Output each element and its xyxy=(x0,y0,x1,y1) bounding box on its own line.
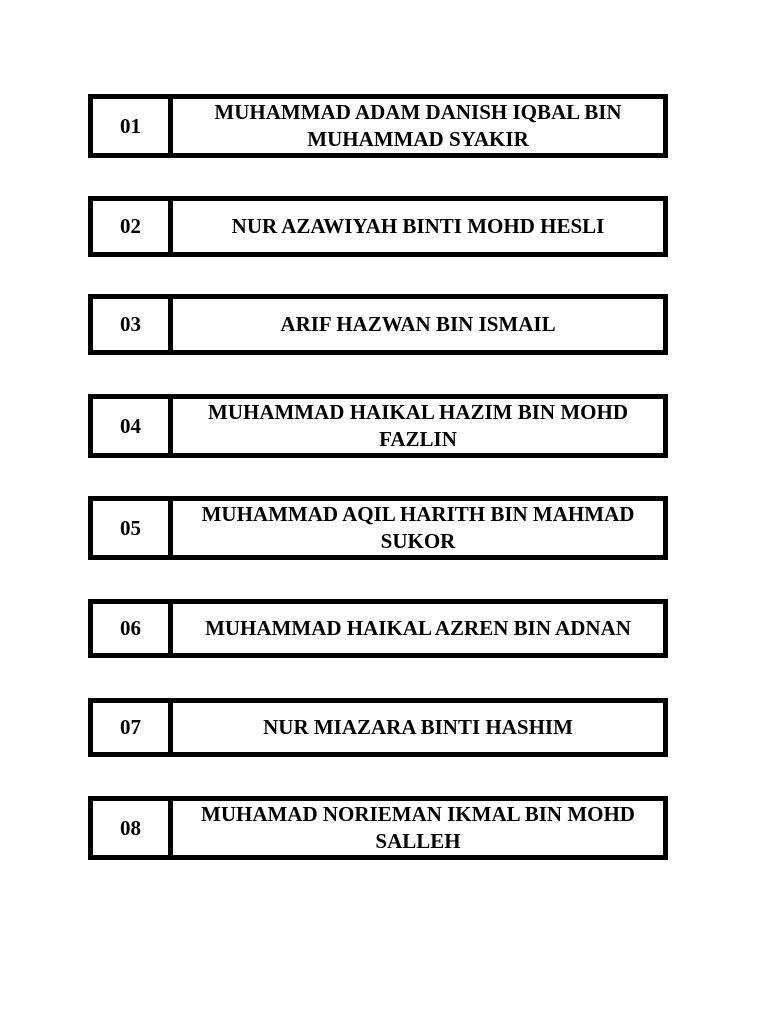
item-name-line1: MUHAMMAD HAIKAL HAZIM BIN MOHD xyxy=(208,400,628,424)
item-name xyxy=(173,299,663,350)
item-name-line1: MUHAMMAD AQIL HARITH BIN MAHMAD xyxy=(201,502,635,526)
item-name-line2: SUKOR xyxy=(380,529,456,553)
item-name xyxy=(173,801,663,855)
item-number: 05 xyxy=(93,501,173,555)
list-item xyxy=(88,394,668,458)
item-number: 08 xyxy=(93,801,173,855)
item-number: 04 xyxy=(93,399,173,453)
item-name xyxy=(173,99,663,153)
item-name-line1: ARIF HAZWAN BIN ISMAIL xyxy=(280,312,556,336)
item-name-line1: NUR AZAWIYAH BINTI MOHD HESLI xyxy=(231,214,605,238)
item-name xyxy=(173,201,663,252)
item-name-line1: MUHAMAD NORIEMAN IKMAL BIN MOHD xyxy=(201,802,635,826)
list-item xyxy=(88,294,668,355)
item-name-line1: MUHAMMAD ADAM DANISH IQBAL BIN xyxy=(214,100,622,124)
item-name-line1: NUR MIAZARA BINTI HASHIM xyxy=(263,715,573,739)
item-number: 01 xyxy=(93,99,173,153)
item-name xyxy=(173,703,663,752)
item-name xyxy=(173,399,663,453)
item-number: 03 xyxy=(93,299,173,350)
list-item xyxy=(88,196,668,257)
item-number: 02 xyxy=(93,201,173,252)
item-name-line2: FAZLIN xyxy=(379,427,457,451)
item-name xyxy=(173,604,663,653)
item-number: 06 xyxy=(93,604,173,653)
item-name xyxy=(173,501,663,555)
item-name-line2: MUHAMMAD SYAKIR xyxy=(307,127,529,151)
list-item xyxy=(88,698,668,757)
list-item xyxy=(88,496,668,560)
list-item xyxy=(88,796,668,860)
list-item xyxy=(88,94,668,158)
item-name-line2: SALLEH xyxy=(375,829,461,853)
list-item xyxy=(88,599,668,658)
item-name-line1: MUHAMMAD HAIKAL AZREN BIN ADNAN xyxy=(205,616,631,640)
item-number: 07 xyxy=(93,703,173,752)
